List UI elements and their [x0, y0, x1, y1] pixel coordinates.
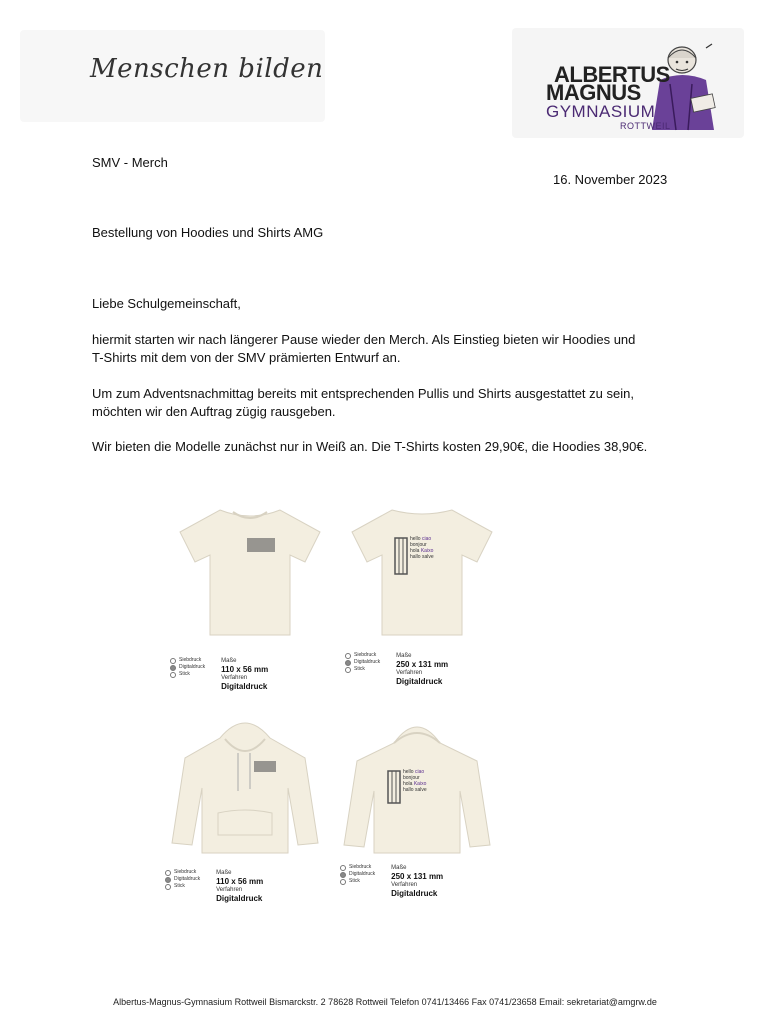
hoodie-front-image [170, 713, 320, 858]
print-technique: Digitaldruck [396, 677, 443, 686]
option-stick[interactable]: Stick [345, 666, 380, 673]
option-siebdruck[interactable]: Siebdruck [340, 864, 375, 871]
sender-line: SMV - Merch [92, 155, 168, 170]
print-options [345, 652, 380, 686]
option-stick[interactable]: Stick [340, 878, 375, 885]
print-technique: Digitaldruck [391, 889, 438, 898]
logo-text-albertus: ALBERTUS [554, 62, 670, 87]
option-stick[interactable]: Stick [170, 671, 205, 678]
print-motif: hello ciao bonjour hola Kaixo hallo salve [410, 536, 434, 560]
product-hoodie-front [165, 713, 340, 903]
option-siebdruck[interactable]: Siebdruck [165, 869, 200, 876]
print-specs [221, 657, 268, 691]
technique-label: Verfahren [221, 675, 248, 681]
option-stick[interactable]: Stick [165, 883, 200, 890]
technique-label: Verfahren [216, 887, 243, 893]
page-footer: Albertus-Magnus-Gymnasium Rottweil Bismarckstr. 2 78628 Rottweil Telefon 0741/13466 Fax 0741/23658 Email: sekretariat@amgrw.de [113, 997, 657, 1007]
print-options [170, 657, 205, 691]
tshirt-back-image [347, 500, 497, 640]
print-size: 110 x 56 mm [221, 665, 269, 674]
motto-text: Menschen bilden [90, 54, 324, 84]
print-size: 110 x 56 mm [216, 877, 264, 886]
paragraph-2-line-1: Um zum Adventsnachmittag bereits mit entsprechenden Pullis und Shirts ausgestattet zu sein, [92, 386, 634, 401]
technique-label: Verfahren [396, 670, 423, 676]
product-tshirt-front [170, 500, 345, 691]
option-digitaldruck[interactable]: Digitaldruck [345, 659, 380, 666]
logo-text-gymnasium: GYMNASIUM [546, 102, 656, 121]
size-label: Maße [216, 870, 232, 876]
print-options [340, 864, 375, 898]
option-digitaldruck[interactable]: Digitaldruck [165, 876, 200, 883]
option-digitaldruck[interactable]: Digitaldruck [340, 871, 375, 878]
size-label: Maße [396, 653, 412, 659]
print-technique: Digitaldruck [216, 894, 263, 903]
letter-date: 16. November 2023 [553, 172, 668, 187]
technique-label: Verfahren [391, 882, 418, 888]
paragraph-1 [92, 331, 712, 367]
paragraph-2-line-2: möchten wir den Auftrag zügig rausgeben. [92, 404, 336, 419]
print-size: 250 x 131 mm [396, 660, 449, 669]
logo-text-rottweil: ROTTWEIL [620, 121, 671, 131]
paragraph-2 [92, 385, 712, 421]
size-label: Maße [221, 658, 237, 664]
print-size: 250 x 131 mm [391, 872, 444, 881]
print-specs [216, 869, 263, 903]
paragraph-1-line-2: T-Shirts mit dem von der SMV prämierten Entwurf an. [92, 350, 401, 365]
print-specs [391, 864, 443, 898]
print-options [165, 869, 200, 903]
letter-subject: Bestellung von Hoodies und Shirts AMG [92, 225, 324, 240]
print-specs [396, 652, 448, 686]
print-motif: hello ciao bonjour hola Kaixo hallo salve [403, 769, 427, 793]
logo-text-magnus: MAGNUS [546, 80, 641, 105]
paragraph-3: Wir bieten die Modelle zunächst nur in Weiß an. Die T-Shirts kosten 29,90€, die Hoodies 38,90€. [92, 439, 648, 454]
option-digitaldruck[interactable]: Digitaldruck [170, 664, 205, 671]
print-technique: Digitaldruck [221, 682, 268, 691]
size-label: Maße [391, 865, 407, 871]
option-siebdruck[interactable]: Siebdruck [170, 657, 205, 664]
product-tshirt-back [345, 500, 520, 686]
salutation: Liebe Schulgemeinschaft, [92, 296, 241, 311]
tshirt-front-image [175, 500, 325, 640]
product-hoodie-back [340, 713, 515, 898]
paragraph-1-line-1: hiermit starten wir nach längerer Pause wieder den Merch. Als Einstieg bieten wir Hoodies und [92, 332, 636, 347]
option-siebdruck[interactable]: Siebdruck [345, 652, 380, 659]
